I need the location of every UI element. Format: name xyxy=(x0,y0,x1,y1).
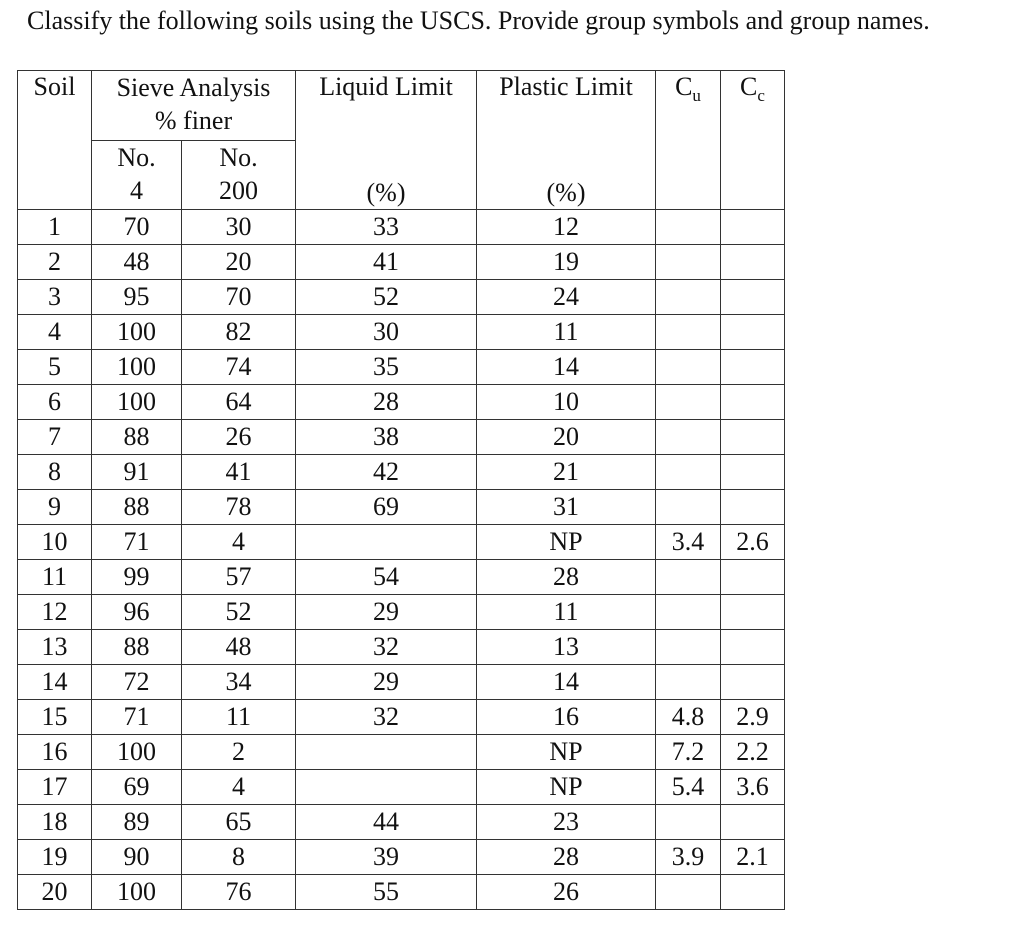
cc-value xyxy=(721,420,785,455)
cc-value xyxy=(721,490,785,525)
no4-finer: 48 xyxy=(92,245,182,280)
table-row xyxy=(18,385,785,420)
plastic-limit: 14 xyxy=(477,665,656,700)
no200-finer: 30 xyxy=(182,210,296,245)
cc-value xyxy=(721,805,785,840)
header-no200 xyxy=(182,140,296,210)
header-soil: Soil xyxy=(18,71,92,210)
no4-finer: 90 xyxy=(92,840,182,875)
plastic-limit: 31 xyxy=(477,490,656,525)
cc-value xyxy=(721,210,785,245)
cc-value xyxy=(721,385,785,420)
soil-number: 12 xyxy=(18,595,92,630)
soil-number: 15 xyxy=(18,700,92,735)
header-no4-line1: No. xyxy=(117,142,156,172)
no4-finer: 88 xyxy=(92,630,182,665)
cc-value xyxy=(721,280,785,315)
cu-value xyxy=(656,420,721,455)
no200-finer: 48 xyxy=(182,630,296,665)
no4-finer: 88 xyxy=(92,490,182,525)
liquid-limit: 55 xyxy=(296,875,477,910)
soil-number: 2 xyxy=(18,245,92,280)
liquid-limit: 69 xyxy=(296,490,477,525)
table-row xyxy=(18,315,785,350)
liquid-limit: 54 xyxy=(296,560,477,595)
soil-number: 11 xyxy=(18,560,92,595)
table-row xyxy=(18,840,785,875)
liquid-limit: 30 xyxy=(296,315,477,350)
cc-value xyxy=(721,245,785,280)
cu-value xyxy=(656,875,721,910)
cu-value xyxy=(656,245,721,280)
cu-value xyxy=(656,490,721,525)
cc-value xyxy=(721,455,785,490)
cu-value: 7.2 xyxy=(656,735,721,770)
liquid-limit xyxy=(296,770,477,805)
no200-finer: 41 xyxy=(182,455,296,490)
plastic-limit: 11 xyxy=(477,315,656,350)
no200-finer: 52 xyxy=(182,595,296,630)
soil-number: 13 xyxy=(18,630,92,665)
cu-value: 5.4 xyxy=(656,770,721,805)
liquid-limit: 29 xyxy=(296,665,477,700)
cu-value: 3.4 xyxy=(656,525,721,560)
plastic-limit: 21 xyxy=(477,455,656,490)
cu-value: 3.9 xyxy=(656,840,721,875)
plastic-limit: 24 xyxy=(477,280,656,315)
header-no200-line1: No. xyxy=(219,142,258,172)
liquid-limit: 42 xyxy=(296,455,477,490)
cu-value xyxy=(656,385,721,420)
liquid-limit: 29 xyxy=(296,595,477,630)
no4-finer: 99 xyxy=(92,560,182,595)
soil-number: 6 xyxy=(18,385,92,420)
table-row xyxy=(18,490,785,525)
no4-finer: 91 xyxy=(92,455,182,490)
no200-finer: 26 xyxy=(182,420,296,455)
cc-value xyxy=(721,315,785,350)
table-row xyxy=(18,735,785,770)
table-row xyxy=(18,770,785,805)
soil-number: 9 xyxy=(18,490,92,525)
no4-finer: 95 xyxy=(92,280,182,315)
soil-number: 20 xyxy=(18,875,92,910)
cu-value xyxy=(656,315,721,350)
cc-value: 2.1 xyxy=(721,840,785,875)
soil-number: 4 xyxy=(18,315,92,350)
problem-statement: Classify the following soils using the USCS. Provide group symbols and group names. xyxy=(27,6,930,35)
table-row xyxy=(18,525,785,560)
header-plastic-limit xyxy=(477,71,656,210)
header-ll-unit: (%) xyxy=(366,178,406,207)
table-row xyxy=(18,875,785,910)
cc-value xyxy=(721,595,785,630)
cu-value xyxy=(656,350,721,385)
no4-finer: 69 xyxy=(92,770,182,805)
table-row xyxy=(18,630,785,665)
plastic-limit: NP xyxy=(477,735,656,770)
header-liquid-limit xyxy=(296,71,477,210)
plastic-limit: 10 xyxy=(477,385,656,420)
liquid-limit: 33 xyxy=(296,210,477,245)
header-pl-label: Plastic Limit xyxy=(499,72,633,101)
no4-finer: 71 xyxy=(92,700,182,735)
header-cu-label: C xyxy=(675,72,693,101)
plastic-limit: 28 xyxy=(477,560,656,595)
soil-number: 10 xyxy=(18,525,92,560)
plastic-limit: 11 xyxy=(477,595,656,630)
cu-value xyxy=(656,805,721,840)
no200-finer: 70 xyxy=(182,280,296,315)
cu-value xyxy=(656,210,721,245)
liquid-limit: 32 xyxy=(296,700,477,735)
soil-number: 1 xyxy=(18,210,92,245)
cu-value xyxy=(656,630,721,665)
no200-finer: 64 xyxy=(182,385,296,420)
plastic-limit: 13 xyxy=(477,630,656,665)
soil-number: 3 xyxy=(18,280,92,315)
liquid-limit: 28 xyxy=(296,385,477,420)
no200-finer: 78 xyxy=(182,490,296,525)
cc-value xyxy=(721,560,785,595)
header-no200-line2: 200 xyxy=(219,175,258,205)
liquid-limit: 38 xyxy=(296,420,477,455)
header-cu xyxy=(656,71,721,210)
plastic-limit: 16 xyxy=(477,700,656,735)
cc-value: 2.9 xyxy=(721,700,785,735)
liquid-limit: 32 xyxy=(296,630,477,665)
table-row xyxy=(18,455,785,490)
header-no4 xyxy=(92,140,182,210)
no200-finer: 20 xyxy=(182,245,296,280)
soil-number: 19 xyxy=(18,840,92,875)
soil-number: 17 xyxy=(18,770,92,805)
no200-finer: 8 xyxy=(182,840,296,875)
plastic-limit: NP xyxy=(477,525,656,560)
header-cc-label: C xyxy=(740,72,758,101)
cu-value xyxy=(656,455,721,490)
liquid-limit: 35 xyxy=(296,350,477,385)
no4-finer: 72 xyxy=(92,665,182,700)
table-row xyxy=(18,280,785,315)
no4-finer: 70 xyxy=(92,210,182,245)
no200-finer: 4 xyxy=(182,770,296,805)
header-no4-line2: 4 xyxy=(130,175,143,205)
liquid-limit: 44 xyxy=(296,805,477,840)
plastic-limit: 23 xyxy=(477,805,656,840)
table-row xyxy=(18,595,785,630)
no200-finer: 34 xyxy=(182,665,296,700)
table-row xyxy=(18,245,785,280)
cc-value xyxy=(721,665,785,700)
plastic-limit: 14 xyxy=(477,350,656,385)
table-row xyxy=(18,560,785,595)
cc-value: 2.2 xyxy=(721,735,785,770)
no200-finer: 11 xyxy=(182,700,296,735)
no200-finer: 57 xyxy=(182,560,296,595)
plastic-limit: 12 xyxy=(477,210,656,245)
liquid-limit: 52 xyxy=(296,280,477,315)
header-sieve-analysis xyxy=(92,71,296,141)
table-row xyxy=(18,420,785,455)
cu-value: 4.8 xyxy=(656,700,721,735)
soil-number: 16 xyxy=(18,735,92,770)
cu-value xyxy=(656,560,721,595)
table-row xyxy=(18,350,785,385)
no200-finer: 2 xyxy=(182,735,296,770)
table-row xyxy=(18,665,785,700)
soil-number: 14 xyxy=(18,665,92,700)
no200-finer: 74 xyxy=(182,350,296,385)
header-sieve-title: Sieve Analysis xyxy=(116,73,271,102)
cu-value xyxy=(656,595,721,630)
plastic-limit: 26 xyxy=(477,875,656,910)
table-row xyxy=(18,700,785,735)
no4-finer: 88 xyxy=(92,420,182,455)
cc-value xyxy=(721,875,785,910)
header-cu-subscript: u xyxy=(692,86,701,105)
soil-number: 7 xyxy=(18,420,92,455)
liquid-limit: 41 xyxy=(296,245,477,280)
table-row xyxy=(18,210,785,245)
plastic-limit: 20 xyxy=(477,420,656,455)
liquid-limit xyxy=(296,525,477,560)
header-ll-label: Liquid Limit xyxy=(319,72,453,101)
no200-finer: 82 xyxy=(182,315,296,350)
header-sieve-subtitle: % finer xyxy=(154,106,233,135)
no4-finer: 71 xyxy=(92,525,182,560)
header-cc-subscript: c xyxy=(757,86,765,105)
table-row xyxy=(18,805,785,840)
soil-number: 5 xyxy=(18,350,92,385)
plastic-limit: 19 xyxy=(477,245,656,280)
plastic-limit: NP xyxy=(477,770,656,805)
soil-number: 18 xyxy=(18,805,92,840)
no200-finer: 65 xyxy=(182,805,296,840)
liquid-limit: 39 xyxy=(296,840,477,875)
no4-finer: 89 xyxy=(92,805,182,840)
no200-finer: 76 xyxy=(182,875,296,910)
cc-value xyxy=(721,350,785,385)
soil-number: 8 xyxy=(18,455,92,490)
no4-finer: 100 xyxy=(92,385,182,420)
liquid-limit xyxy=(296,735,477,770)
plastic-limit: 28 xyxy=(477,840,656,875)
no4-finer: 100 xyxy=(92,315,182,350)
cu-value xyxy=(656,280,721,315)
header-pl-unit: (%) xyxy=(546,178,586,207)
no4-finer: 96 xyxy=(92,595,182,630)
cc-value xyxy=(721,630,785,665)
header-cc xyxy=(721,71,785,210)
cc-value: 3.6 xyxy=(721,770,785,805)
no4-finer: 100 xyxy=(92,875,182,910)
cc-value: 2.6 xyxy=(721,525,785,560)
no200-finer: 4 xyxy=(182,525,296,560)
soil-data-table xyxy=(17,70,785,910)
no4-finer: 100 xyxy=(92,350,182,385)
cu-value xyxy=(656,665,721,700)
no4-finer: 100 xyxy=(92,735,182,770)
